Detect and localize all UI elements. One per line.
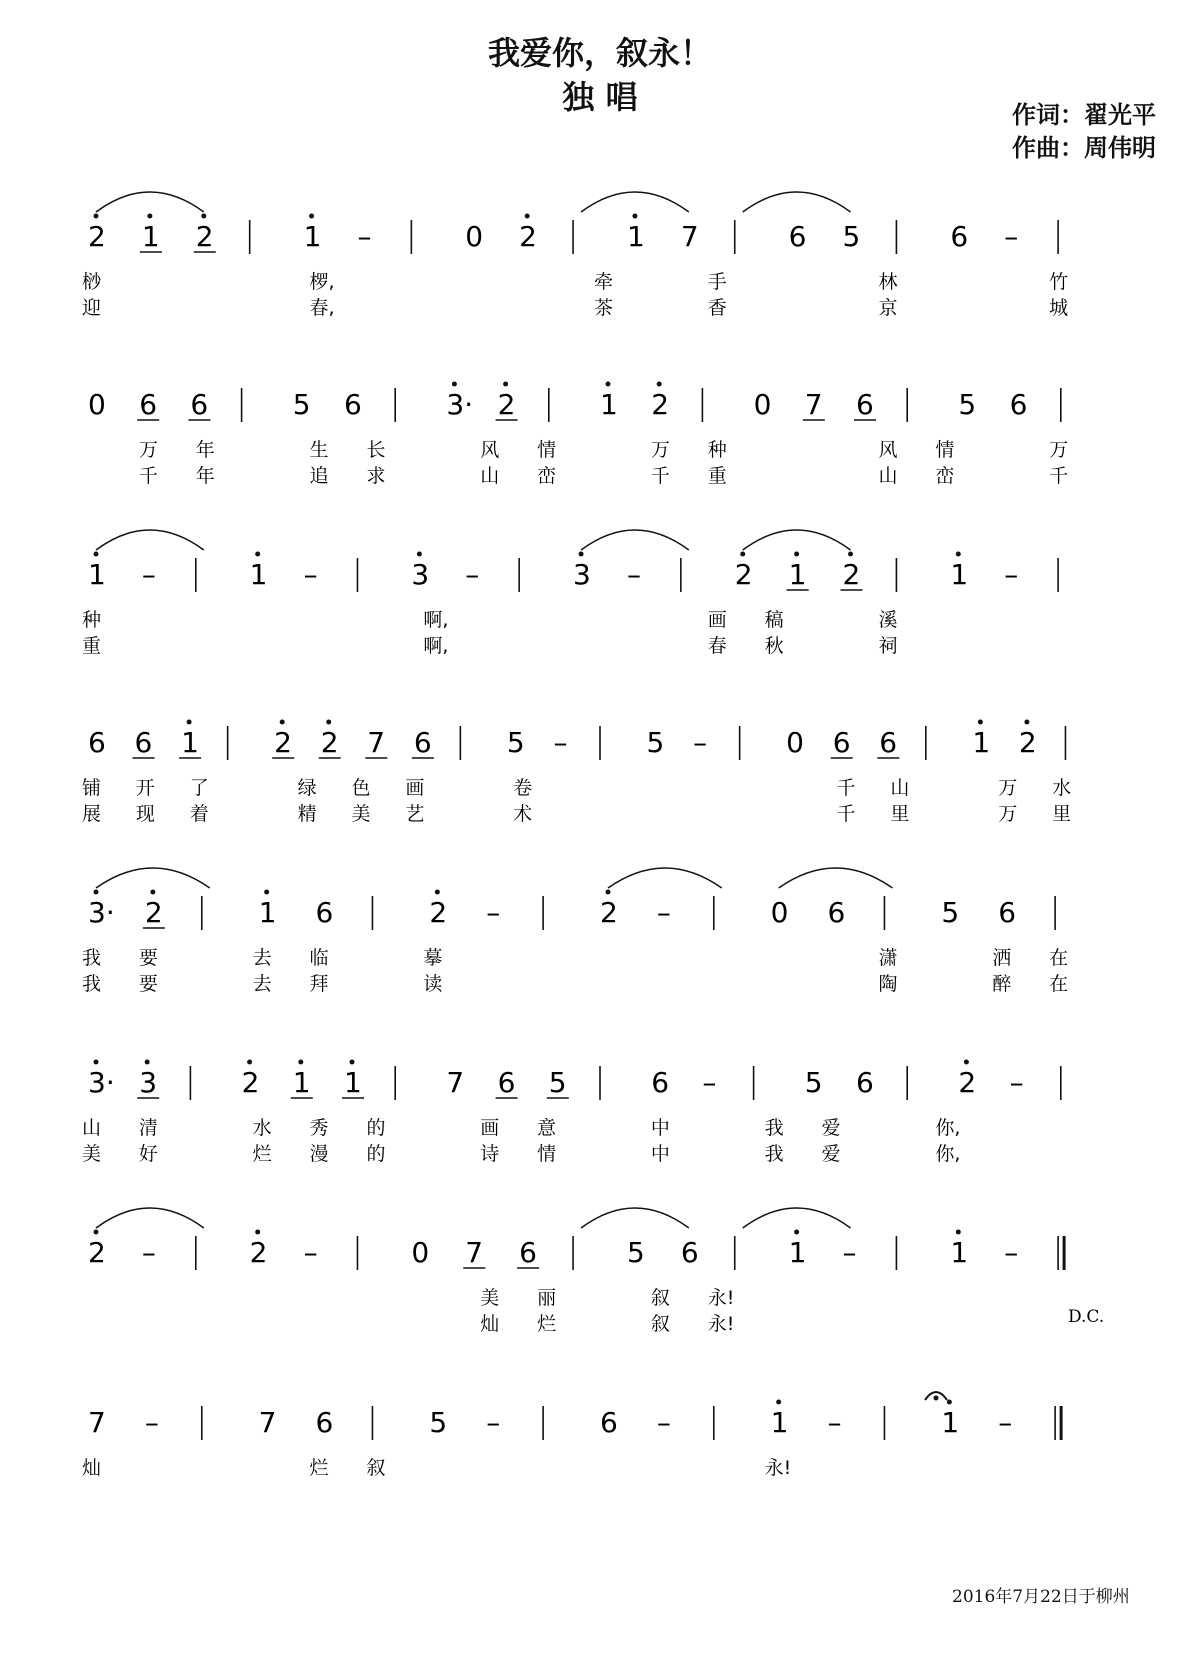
note: 1 <box>600 388 618 421</box>
note: 6 <box>139 388 158 421</box>
high-dot <box>956 552 961 557</box>
slur <box>743 192 851 212</box>
note: 1 <box>88 558 106 591</box>
note: 0 <box>753 388 772 421</box>
note: 2 <box>734 558 753 591</box>
lyric: 年 <box>195 439 215 461</box>
high-dot <box>147 214 152 219</box>
lyric: 千 <box>836 777 856 799</box>
note: 1 <box>788 558 807 591</box>
high-dot <box>298 1060 303 1065</box>
note: 1 <box>141 220 160 253</box>
note: 6 <box>856 388 874 421</box>
note: 1 <box>770 1406 789 1439</box>
lyric: 着 <box>189 803 209 825</box>
date-place: 2016年7月22日于柳州 <box>952 1587 1130 1607</box>
dash: – <box>827 1406 842 1439</box>
high-dot <box>452 382 457 387</box>
high-dot <box>947 1400 952 1405</box>
lyric: 醉 <box>992 973 1012 995</box>
lyric: 水 <box>252 1117 272 1139</box>
note: 5 <box>842 220 861 253</box>
note: 1 <box>258 896 277 929</box>
lyric: 春 <box>707 635 727 657</box>
note: 1 <box>344 1066 362 1099</box>
note: 6 <box>827 896 846 929</box>
note: 5 <box>941 896 960 929</box>
slur <box>608 868 722 888</box>
note: 1 <box>303 220 322 253</box>
high-dot <box>94 552 99 557</box>
dash: – <box>656 896 671 929</box>
note: 0 <box>770 896 789 929</box>
lyric: 美 <box>82 1143 102 1165</box>
note: 2 <box>274 726 293 759</box>
note: 6 <box>315 1406 334 1439</box>
lyric: 情 <box>537 1143 557 1165</box>
lyric: 我 <box>82 947 102 969</box>
note: 7 <box>367 726 386 759</box>
lyric: 了 <box>189 777 209 799</box>
lyric: 永! <box>707 1287 735 1309</box>
lyric: 秀 <box>309 1117 329 1139</box>
dash: – <box>998 1406 1013 1439</box>
note: 3 <box>573 558 591 591</box>
high-dot <box>525 214 530 219</box>
high-dot <box>417 552 422 557</box>
note: 2 <box>497 388 516 421</box>
lyric: 摹 <box>423 947 443 969</box>
note: 6 <box>680 1236 699 1269</box>
high-dot <box>1024 720 1029 725</box>
lyric: 洒 <box>992 947 1012 969</box>
dash: – <box>141 1236 156 1269</box>
note: 2 <box>249 1236 268 1269</box>
note: 5 <box>626 1236 645 1269</box>
high-dot <box>776 1400 781 1405</box>
note: 7 <box>88 1406 106 1439</box>
lyric: 生 <box>309 439 329 461</box>
lyric: 山 <box>890 777 910 799</box>
high-dot <box>956 1230 961 1235</box>
note: 3· <box>446 388 474 421</box>
dash: – <box>357 220 372 253</box>
lyric: 年 <box>195 465 215 487</box>
lyric: 城 <box>1049 297 1069 319</box>
lyric: 爱 <box>821 1117 841 1139</box>
high-dot <box>606 890 611 895</box>
lyric: 开 <box>135 777 155 799</box>
lyric: 手 <box>707 271 727 293</box>
lyric: 漫 <box>309 1143 329 1165</box>
high-dot <box>978 720 983 725</box>
note: 6 <box>344 388 362 421</box>
note: 7 <box>465 1236 484 1269</box>
dash: – <box>303 1236 318 1269</box>
lyric: 去 <box>252 947 272 969</box>
note: 3 <box>139 1066 158 1099</box>
note: 6 <box>519 1236 537 1269</box>
lyric: 风 <box>480 439 500 461</box>
lyric: 的 <box>366 1143 386 1165</box>
slur <box>779 868 893 888</box>
high-dot <box>740 552 745 557</box>
note: 5 <box>646 726 665 759</box>
note: 1 <box>941 1406 960 1439</box>
slur <box>581 192 689 212</box>
lyric: 万 <box>138 439 158 461</box>
high-dot <box>309 214 314 219</box>
lyric: 重 <box>82 635 102 657</box>
lyric: 陶 <box>878 973 898 995</box>
dash: – <box>626 558 641 591</box>
note: 6 <box>998 896 1017 929</box>
lyric: 万 <box>1049 439 1069 461</box>
note: 1 <box>181 726 199 759</box>
lyric: 溪 <box>878 609 898 631</box>
lyric: 情 <box>537 439 557 461</box>
lyric: 山 <box>480 465 500 487</box>
fermata-dot <box>934 1396 939 1401</box>
lyric: 读 <box>423 973 443 995</box>
dash: – <box>465 558 480 591</box>
dash: – <box>553 726 568 759</box>
slur <box>96 192 204 212</box>
note: 2 <box>1018 726 1037 759</box>
dash: – <box>1004 558 1019 591</box>
lyric: 林 <box>878 271 898 293</box>
lyric: 桫 <box>82 271 102 293</box>
note: 7 <box>258 1406 277 1439</box>
lyric: 竹 <box>1049 271 1069 293</box>
lyric: 我 <box>764 1143 784 1165</box>
note: 7 <box>804 388 823 421</box>
high-dot <box>848 552 853 557</box>
lyric: 万 <box>998 777 1018 799</box>
note: 2 <box>429 896 448 929</box>
high-dot <box>280 720 285 725</box>
note: 3· <box>88 1066 115 1099</box>
note: 2 <box>144 896 163 929</box>
lyric: 我 <box>764 1117 784 1139</box>
lyric: 术 <box>513 803 533 825</box>
high-dot <box>94 1060 99 1065</box>
lyric: 展 <box>82 803 102 825</box>
lyric: 绿 <box>297 777 317 799</box>
lyric: 烂 <box>309 1457 329 1479</box>
lyric: 香 <box>707 297 727 319</box>
lyric: 重 <box>707 465 727 487</box>
note: 6 <box>497 1066 516 1099</box>
high-dot <box>350 1060 355 1065</box>
lyric: 的 <box>366 1117 386 1139</box>
lyric: 追 <box>309 465 329 487</box>
lyric: 永! <box>707 1313 735 1335</box>
lyric: 长 <box>366 439 386 461</box>
lyric: 千 <box>138 465 158 487</box>
high-dot <box>264 890 269 895</box>
lyric: 秋 <box>764 635 784 657</box>
lyric: 风 <box>878 439 898 461</box>
dc-mark: D.C. <box>1068 1307 1105 1327</box>
note: 0 <box>88 388 106 421</box>
slur <box>581 1208 689 1228</box>
note: 3 <box>411 558 430 591</box>
high-dot <box>94 214 99 219</box>
high-dot <box>606 382 611 387</box>
high-dot <box>326 720 331 725</box>
dash: – <box>1009 1066 1024 1099</box>
lyric: 种 <box>707 439 727 461</box>
note: 2 <box>195 220 214 253</box>
lyric: 爱 <box>821 1143 841 1165</box>
slur <box>743 530 851 550</box>
lyric: 意 <box>537 1117 557 1139</box>
lyric: 要 <box>138 947 158 969</box>
note: 5 <box>548 1066 567 1099</box>
lyric: 画 <box>707 609 727 631</box>
lyric: 美 <box>351 803 371 825</box>
lyric: 春, <box>309 297 335 319</box>
lyric: 现 <box>135 803 155 825</box>
dash: – <box>1004 1236 1019 1269</box>
lyric: 烂 <box>537 1313 557 1335</box>
note: 1 <box>292 1066 311 1099</box>
note: 2 <box>519 220 537 253</box>
note: 6 <box>856 1066 874 1099</box>
note: 6 <box>950 220 969 253</box>
lyric: 灿 <box>82 1457 102 1479</box>
note: 0 <box>465 220 484 253</box>
lyric: 千 <box>650 465 670 487</box>
high-dot <box>201 214 206 219</box>
note: 2 <box>241 1066 260 1099</box>
lyric: 美 <box>480 1287 500 1309</box>
dash: – <box>486 1406 501 1439</box>
lyric: 里 <box>1052 803 1072 825</box>
lyric: 烂 <box>252 1143 272 1165</box>
high-dot <box>94 1230 99 1235</box>
lyricist-credit: 作词：翟光平 <box>1012 101 1156 129</box>
high-dot <box>247 1060 252 1065</box>
note: 6 <box>788 220 807 253</box>
lyric: 情 <box>935 439 955 461</box>
slur <box>96 1208 204 1228</box>
lyric: 清 <box>138 1117 158 1139</box>
note: 6 <box>879 726 898 759</box>
lyric: 祠 <box>878 635 898 657</box>
note: 2 <box>88 220 106 253</box>
note: 6 <box>651 1066 670 1099</box>
note: 7 <box>680 220 699 253</box>
note: 1 <box>249 558 268 591</box>
high-dot <box>657 382 662 387</box>
note: 0 <box>786 726 805 759</box>
dash: – <box>144 1406 159 1439</box>
note: 6 <box>315 896 334 929</box>
slur <box>96 868 210 888</box>
lyric: 牵 <box>594 271 614 293</box>
high-dot <box>579 552 584 557</box>
composer-credit: 作曲：周伟明 <box>1012 134 1156 162</box>
note: 2 <box>651 388 670 421</box>
note: 6 <box>832 726 851 759</box>
note: 5 <box>506 726 525 759</box>
lyric: 峦 <box>935 465 955 487</box>
note: 6 <box>1009 388 1028 421</box>
lyric: 迎 <box>82 297 102 319</box>
lyric: 山 <box>878 465 898 487</box>
note: 0 <box>411 1236 430 1269</box>
note: 2 <box>320 726 339 759</box>
lyric: 诗 <box>480 1143 500 1165</box>
lyric: 种 <box>82 609 102 631</box>
note: 6 <box>413 726 432 759</box>
high-dot <box>794 1230 799 1235</box>
slur <box>96 530 204 550</box>
note: 2 <box>958 1066 977 1099</box>
lyric: 山 <box>82 1117 102 1139</box>
note: 6 <box>134 726 153 759</box>
dash: – <box>702 1066 717 1099</box>
high-dot <box>632 214 637 219</box>
lyric: 千 <box>1049 465 1069 487</box>
lyric: 要 <box>138 973 158 995</box>
lyric: 里 <box>890 803 910 825</box>
lyric: 在 <box>1049 973 1069 995</box>
note: 5 <box>429 1406 448 1439</box>
song-title: 我爱你，叙永！ <box>487 34 712 72</box>
lyric: 丽 <box>537 1287 557 1309</box>
note: 2 <box>600 896 618 929</box>
lyric: 椤, <box>309 271 335 293</box>
lyric: 临 <box>309 947 329 969</box>
lyric: 万 <box>998 803 1018 825</box>
high-dot <box>503 382 508 387</box>
lyric: 叙 <box>650 1287 670 1309</box>
lyric: 精 <box>297 803 317 825</box>
lyric: 茶 <box>594 297 614 319</box>
note: 5 <box>804 1066 823 1099</box>
lyric: 叙 <box>366 1457 386 1479</box>
lyric: 画 <box>405 777 425 799</box>
lyric: 你, <box>935 1143 961 1165</box>
dash: – <box>486 896 501 929</box>
lyric: 你, <box>935 1117 961 1139</box>
song-subtitle: 独 唱 <box>562 78 638 116</box>
lyric: 稿 <box>764 609 784 631</box>
slur <box>743 1208 851 1228</box>
note: 6 <box>190 388 209 421</box>
lyric: 潇 <box>878 947 898 969</box>
lyric: 色 <box>351 777 371 799</box>
note: 6 <box>88 726 106 759</box>
note: 2 <box>842 558 861 591</box>
high-dot <box>94 890 99 895</box>
lyric: 京 <box>878 297 898 319</box>
lyric: 啊, <box>423 635 449 657</box>
note: 6 <box>600 1406 618 1439</box>
lyric: 中 <box>650 1117 670 1139</box>
dash: – <box>141 558 156 591</box>
lyric: 水 <box>1052 777 1072 799</box>
lyric: 我 <box>82 973 102 995</box>
dash: – <box>303 558 318 591</box>
dash: – <box>656 1406 671 1439</box>
note: 1 <box>788 1236 807 1269</box>
note: 1 <box>626 220 645 253</box>
high-dot <box>255 552 260 557</box>
lyric: 艺 <box>405 803 425 825</box>
lyric: 叙 <box>650 1313 670 1335</box>
note: 1 <box>950 558 969 591</box>
lyric: 铺 <box>82 777 102 799</box>
lyric: 求 <box>366 465 386 487</box>
lyric: 灿 <box>480 1313 500 1335</box>
lyric: 千 <box>836 803 856 825</box>
note: 5 <box>958 388 977 421</box>
high-dot <box>145 1060 150 1065</box>
lyric: 中 <box>650 1143 670 1165</box>
high-dot <box>435 890 440 895</box>
high-dot <box>150 890 155 895</box>
lyric: 永! <box>764 1457 792 1479</box>
note: 3· <box>88 896 115 929</box>
lyric: 峦 <box>537 465 557 487</box>
high-dot <box>964 1060 969 1065</box>
note: 1 <box>950 1236 969 1269</box>
lyric: 好 <box>138 1143 158 1165</box>
lyric: 拜 <box>309 973 329 995</box>
note: 1 <box>972 726 991 759</box>
dash: – <box>842 1236 857 1269</box>
lyric: 去 <box>252 973 272 995</box>
lyric: 卷 <box>513 777 533 799</box>
note: 5 <box>292 388 311 421</box>
high-dot <box>187 720 192 725</box>
dash: – <box>1004 220 1019 253</box>
lyric: 画 <box>480 1117 500 1139</box>
lyric: 万 <box>650 439 670 461</box>
high-dot <box>794 552 799 557</box>
note: 7 <box>446 1066 465 1099</box>
high-dot <box>255 1230 260 1235</box>
note: 2 <box>88 1236 106 1269</box>
slur <box>581 530 689 550</box>
dash: – <box>693 726 708 759</box>
lyric: 在 <box>1049 947 1069 969</box>
lyric: 啊, <box>423 609 449 631</box>
